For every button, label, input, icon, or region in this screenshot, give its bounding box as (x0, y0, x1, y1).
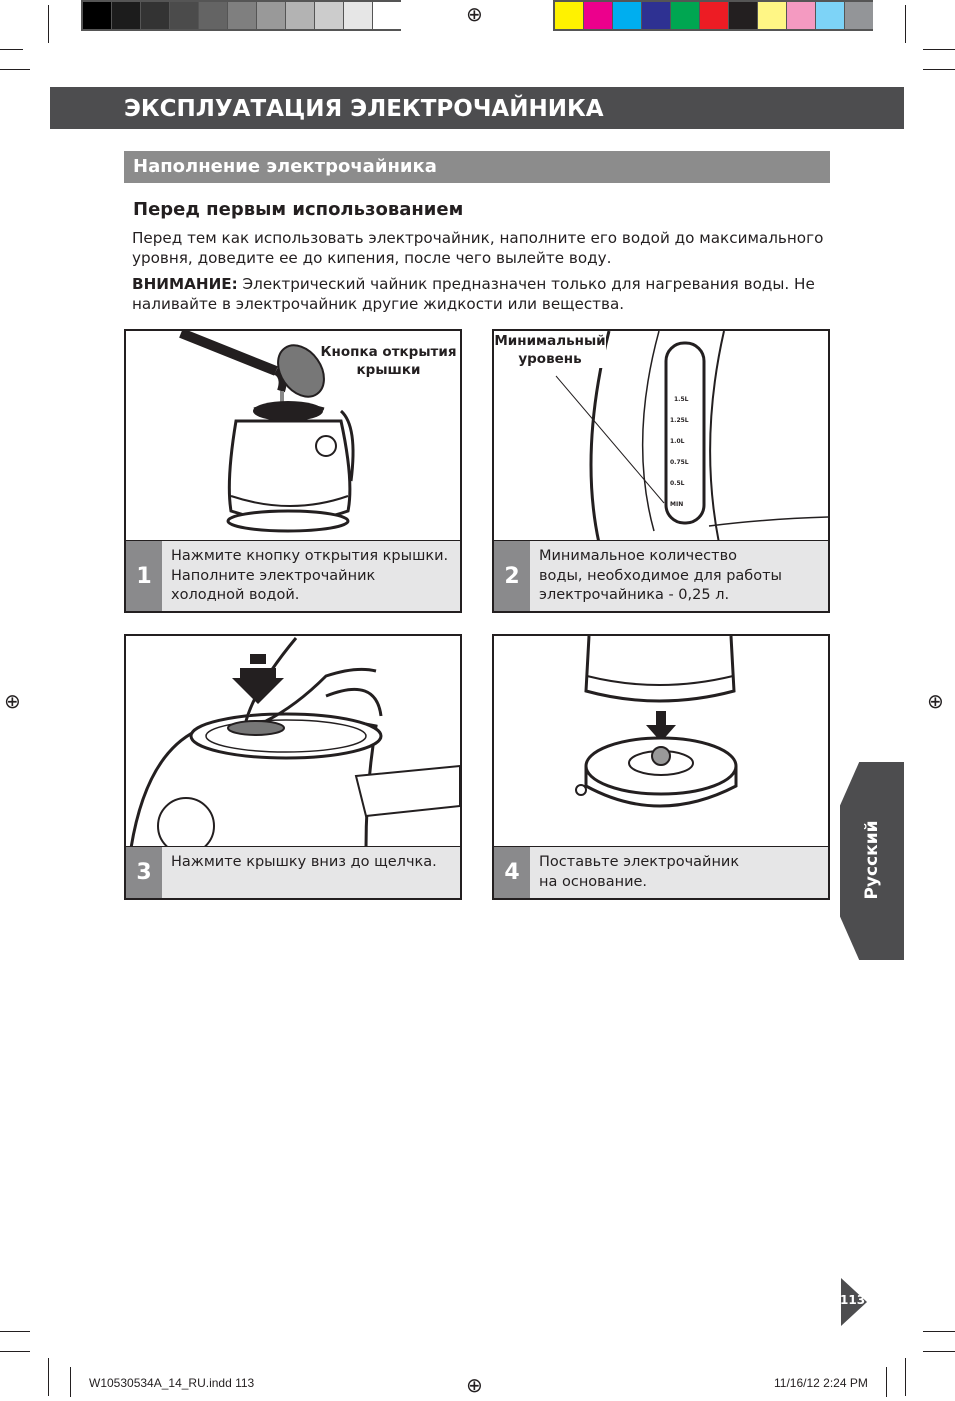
warning-body: Электрический чайник предназначен только для нагревания воды. Не наливайте в электрочайник другие жидкости или вещества. (132, 275, 815, 313)
warning-label: ВНИМАНИЕ: (132, 275, 238, 293)
registration-mark-icon: ⊕ (4, 689, 21, 713)
color-swatch (642, 2, 670, 29)
color-swatch (671, 2, 699, 29)
footer-file: W10530534A_14_RU.indd 113 (89, 1376, 255, 1390)
step-text: Нажмите крышку вниз до щелчка. (171, 854, 437, 870)
gray-swatch (373, 2, 401, 29)
cmyk-color-bar (553, 0, 873, 31)
warning-text (132, 274, 832, 314)
step-2-caption (494, 540, 828, 611)
step-1-caption (126, 540, 460, 611)
scale-mark: 0.75L (670, 459, 689, 466)
color-swatch (845, 2, 873, 29)
crop-mark (0, 69, 30, 70)
step-2-panel (492, 329, 830, 613)
intro-heading: Перед первым использованием (133, 199, 464, 220)
page-number: 113 (840, 1293, 866, 1307)
registration-mark-icon: ⊕ (927, 689, 944, 713)
crop-mark (48, 5, 49, 43)
language-label: Русский (862, 820, 882, 900)
scale-mark: MIN (670, 501, 684, 508)
scale-mark: 0.5L (670, 480, 685, 487)
min-level-callout: Минимальный уровень (494, 333, 606, 367)
gray-swatch (199, 2, 227, 29)
crop-mark (923, 69, 955, 70)
intro-text: Перед тем как использовать электрочайник, наполните его водой до максимального уровня, доведите ее до кипения, после чего вылейте воду. (132, 229, 824, 267)
step-number: 1 (126, 541, 162, 611)
crop-mark (905, 5, 906, 43)
step-number: 3 (126, 847, 162, 898)
gray-swatch (315, 2, 343, 29)
step-4-caption (494, 846, 828, 898)
crop-mark (923, 49, 955, 50)
press-lid-illustration (126, 636, 460, 848)
gray-swatch (228, 2, 256, 29)
step-text: Поставьте электрочайник на основание. (539, 854, 740, 890)
step-text: Минимальное количество воды, необходимое для работы электрочайника - 0,25 л. (539, 548, 782, 603)
section-title: Наполнение электрочайника (124, 151, 830, 183)
registration-mark-icon: ⊕ (466, 2, 483, 26)
gray-swatch (141, 2, 169, 29)
step-3-panel (124, 634, 462, 900)
page-title: ЭКСПЛУАТАЦИЯ ЭЛЕКТРОЧАЙНИКА (50, 87, 904, 129)
step-3-caption (126, 846, 460, 898)
crop-mark (48, 1358, 49, 1396)
color-swatch (758, 2, 786, 29)
gray-color-bar (81, 0, 401, 31)
color-swatch (584, 2, 612, 29)
water-level-scale (670, 396, 689, 508)
step-number: 4 (494, 847, 530, 898)
gray-swatch (286, 2, 314, 29)
language-tab-label (840, 820, 904, 900)
crop-mark (923, 1331, 955, 1332)
color-swatch (729, 2, 757, 29)
color-swatch (787, 2, 815, 29)
crop-mark (923, 1351, 955, 1352)
gray-swatch (344, 2, 372, 29)
crop-mark (905, 1358, 906, 1396)
scale-mark: 1.0L (670, 438, 685, 445)
scale-mark: 1.25L (670, 417, 689, 424)
footer-divider (70, 1367, 71, 1397)
step-4-panel (492, 634, 830, 900)
footer-divider (886, 1367, 887, 1397)
color-swatch (816, 2, 844, 29)
crop-mark (0, 1331, 30, 1332)
color-swatch (700, 2, 728, 29)
color-swatch (613, 2, 641, 29)
footer-date: 11/16/12 2:24 PM (774, 1376, 868, 1390)
gray-swatch (112, 2, 140, 29)
gray-swatch (83, 2, 111, 29)
crop-mark (0, 1351, 30, 1352)
lid-button-callout: Кнопка открытия крышки (320, 344, 457, 378)
registration-mark-icon: ⊕ (466, 1373, 483, 1397)
step-number: 2 (494, 541, 530, 611)
step-1-panel (124, 329, 462, 613)
crop-mark (0, 49, 23, 50)
step-text: Нажмите кнопку открытия крышки. Наполните электрочайник холодной водой. (171, 548, 449, 603)
scale-mark: 1.5L (674, 396, 689, 403)
color-swatch (555, 2, 583, 29)
kettle-on-base-illustration (494, 636, 828, 848)
gray-swatch (257, 2, 285, 29)
gray-swatch (170, 2, 198, 29)
